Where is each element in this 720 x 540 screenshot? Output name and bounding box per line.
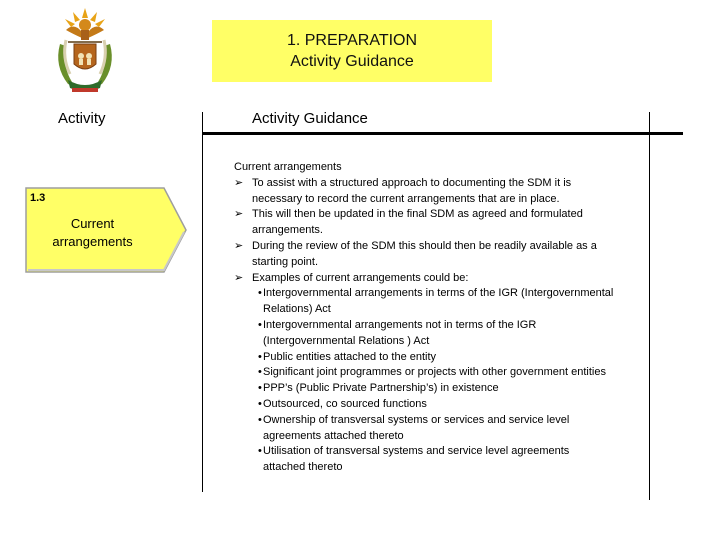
- dot-bullet-icon: •: [258, 287, 262, 300]
- slide-title-line1: 1. PREPARATION: [286, 32, 418, 49]
- dot-bullet-icon: •: [258, 397, 262, 410]
- example-item: • Utilisation of transversal systems and service level agreements attached thereto: [258, 445, 570, 474]
- arrow-bullet-icon: ➢: [234, 176, 244, 189]
- column-divider-right: [649, 112, 650, 500]
- dot-bullet-icon: •: [258, 366, 262, 379]
- dot-bullet-icon: •: [258, 413, 262, 426]
- header-divider: [203, 132, 683, 135]
- example-item: • PPP’s (Public Private Partnership’s) in existence: [234, 381, 614, 397]
- slide-title-line2: Activity Guidance: [290, 53, 414, 70]
- arrow-bullet-icon: ➢: [234, 208, 244, 221]
- example-item: • Ownership of transversal systems or services and service level agreements attached thereto: [258, 413, 570, 442]
- guidance-heading: Current arrangements: [234, 161, 342, 173]
- column-header-activity: Activity: [58, 110, 106, 127]
- step-label: Current arrangements: [52, 216, 133, 249]
- dot-bullet-icon: •: [258, 318, 262, 331]
- arrow-bullet-icon: ➢: [234, 271, 244, 284]
- dot-bullet-icon: •: [258, 445, 262, 458]
- guidance-bullet: ➢ During the review of the SDM this should then be readily available as a starting point.: [234, 239, 597, 268]
- guidance-content: [234, 160, 614, 476]
- step-number: 1.3: [30, 192, 46, 204]
- arrow-bullet-icon: ➢: [234, 239, 244, 252]
- column-header-guidance: Activity Guidance: [252, 110, 368, 127]
- guidance-bullet: ➢ This will then be updated in the final SDM as agreed and formulated arrangements.: [234, 208, 583, 237]
- column-divider-left: [202, 112, 203, 492]
- dot-bullet-icon: •: [258, 350, 262, 363]
- dot-bullet-icon: •: [258, 382, 262, 395]
- example-item: • Significant joint programmes or projects with other government entities: [234, 365, 614, 381]
- coat-of-arms-logo: [46, 4, 124, 96]
- slide-title-box: [212, 20, 492, 82]
- example-item: • Intergovernmental arrangements in terms of the IGR (Intergovernmental Relations) Act: [258, 287, 614, 316]
- guidance-bullet: ➢ To assist with a structured approach to documenting the SDM it is necessary to record the current arrangements that are in place.: [234, 176, 572, 205]
- guidance-bullet: ➢ Examples of current arrangements could be:: [234, 271, 614, 287]
- example-item: • Outsourced, co sourced functions: [234, 397, 614, 413]
- example-item: • Public entities attached to the entity: [234, 350, 614, 366]
- example-item: • Intergovernmental arrangements not in terms of the IGR (Intergovernmental Relations ) Act: [258, 318, 537, 347]
